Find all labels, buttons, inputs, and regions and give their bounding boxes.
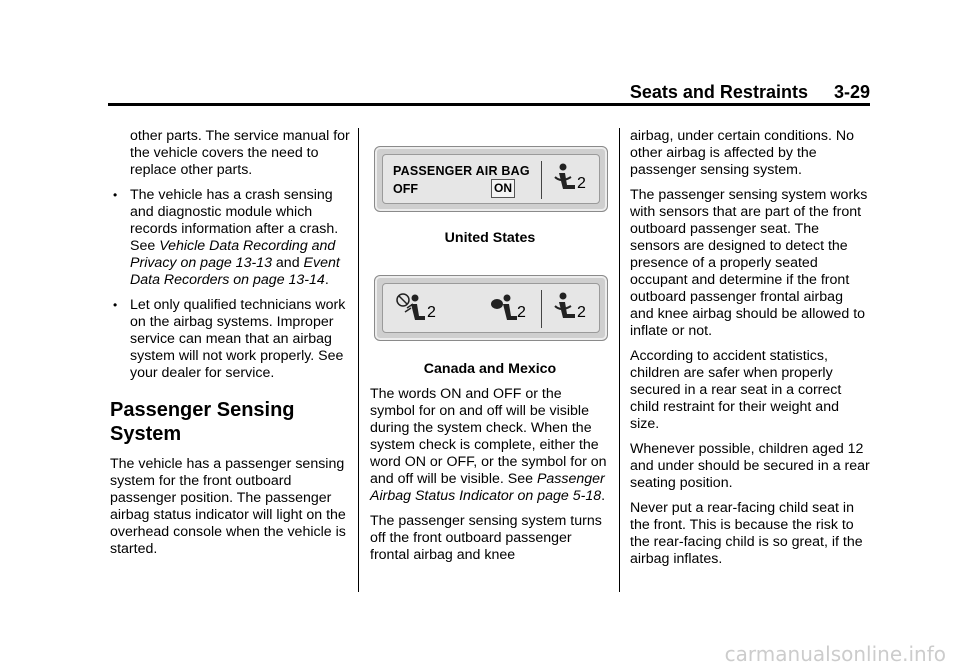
paragraph: The passenger sensing system works with sensors that are part of the front outboard passenger seat. The sensors are designed to detect the presence of a properly seated occupant and determine if the front outboard passenger frontal airbag and knee airbag should be allowed to inflate or not.: [630, 187, 868, 339]
paragraph: airbag, under certain conditions. No other airbag is affected by the passenger sensing system.: [630, 128, 854, 178]
link-event-data-recorders[interactable]: Event Data Recorders on page 13-14: [130, 255, 340, 288]
seat-position-number: 2: [577, 304, 586, 321]
seat-position-number: 2: [517, 304, 526, 321]
paragraph: The vehicle has a passenger sensing system for the front outboard passenger position. The passenger airbag status indicator will light on the overhead console when the vehicle is started.: [110, 456, 346, 557]
column-2: [370, 128, 610, 572]
page-number: 3-29: [833, 82, 870, 102]
section-heading: Passenger Sensing System: [110, 399, 295, 445]
paragraph-sensing-turns-off: The passenger sensing system turns off the front outboard passenger frontal airbag and knee: [370, 513, 602, 563]
seat-position-number: 2: [577, 175, 586, 192]
off-label: OFF: [393, 182, 418, 196]
paragraph: Whenever possible, children aged 12 and under should be secured in a rear seating position.: [630, 441, 870, 491]
column-divider-2: [619, 128, 620, 592]
passenger-air-bag-label: PASSENGER AIR BAG: [393, 164, 530, 178]
paragraph-system-check: The words ON and OFF or the symbol for on and off will be visible during the system check. When the system check is complete, either the word ON or OFF, or the symbol for on and off will be visible. See Passenger Airbag Status Indicator on page 5-18.: [370, 386, 607, 504]
bullet-crash-module: [110, 187, 350, 289]
airbag-on-icon: [487, 290, 521, 328]
on-label: ON: [491, 179, 515, 198]
section-title: Seats and Restraints: [629, 82, 808, 102]
link-passenger-airbag-status[interactable]: Passenger Airbag Status Indicator on page 5-18: [370, 471, 605, 504]
seat-position-number: 2: [427, 304, 436, 321]
indicator-panel-canada: [374, 275, 608, 341]
airbag-off-icon: [393, 290, 429, 328]
bullet-text: The vehicle has a crash sensing and diagnostic module which records information after a crash. See: [130, 187, 339, 254]
watermark-logo: carmanualsonline.info: [724, 642, 946, 666]
paragraph: According to accident statistics, children are safer when properly secured in a rear seat in a correct child restraint for their weight and size.: [630, 348, 842, 432]
link-vehicle-data-recording[interactable]: Vehicle Data Recording and Privacy on page 13-13: [130, 238, 336, 271]
header-rule: [108, 103, 870, 106]
bullet-text: Let only qualified technicians work on the airbag systems. Improper service can mean that an airbag system will not work properly. See your dealer for service.: [130, 297, 346, 381]
bullet-icon: •: [113, 188, 118, 202]
bullet-text-mid: and: [271, 255, 304, 271]
column-1: [110, 128, 350, 566]
bullet-icon: •: [113, 298, 118, 312]
column-divider-1: [358, 128, 359, 592]
bullet-qualified-technicians: [110, 297, 350, 382]
page-header: [110, 82, 870, 103]
column-3: [630, 128, 870, 576]
indicator-panel-us: [374, 146, 608, 212]
paragraph: Never put a rear-facing child seat in the front. This is because the risk to the rear-facing child is so great, if the airbag inflates.: [630, 500, 863, 567]
continued-text: other parts. The service manual for the vehicle covers the need to replace other parts.: [130, 128, 350, 178]
caption-us: United States: [444, 230, 536, 246]
caption-canada-mexico: Canada and Mexico: [423, 361, 557, 377]
bullet-text-end: .: [324, 272, 329, 288]
